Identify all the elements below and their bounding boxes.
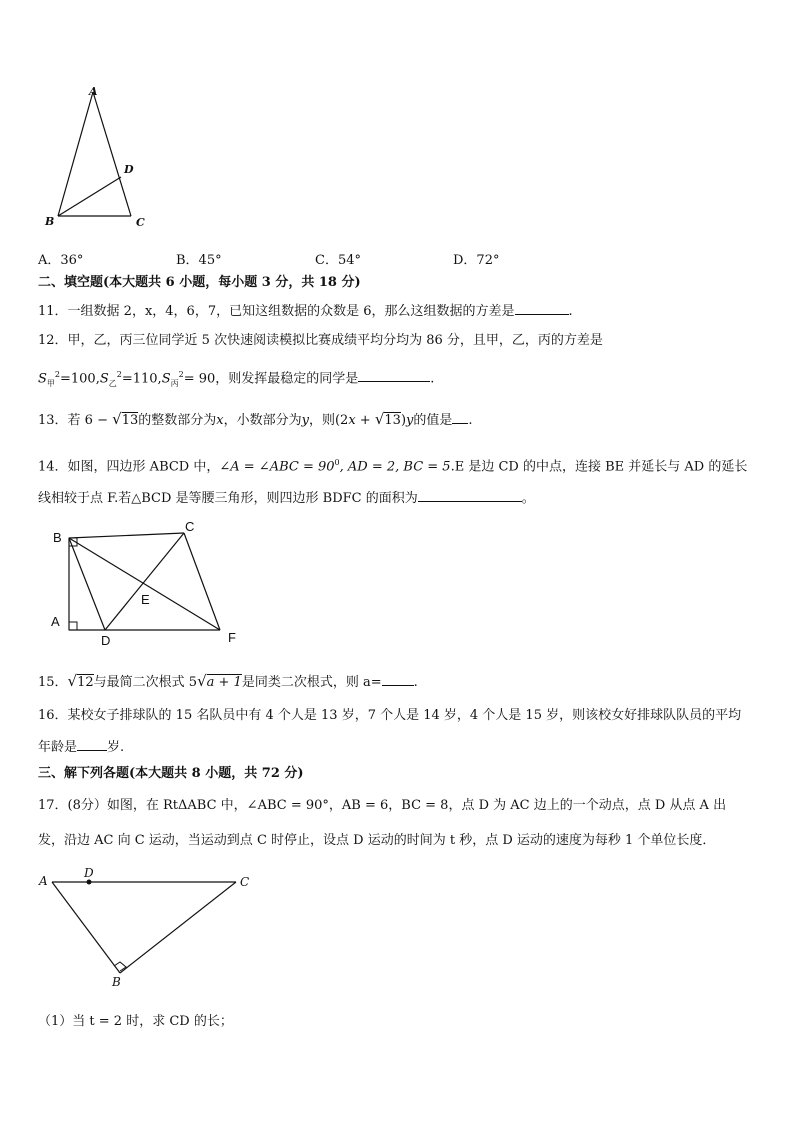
vertex-a-label: A xyxy=(51,614,60,629)
edge-ab xyxy=(52,882,120,973)
q15-radicand: 12 xyxy=(77,675,94,690)
segment-bf xyxy=(69,538,220,630)
q14-degree-sup: 0 xyxy=(334,458,340,467)
subscript-bing: 丙 xyxy=(170,378,179,388)
sqrt-sign-icon: √ xyxy=(67,672,78,690)
section-3-title: 三、解下列各题(本大题共 8 小题，共 72 分) xyxy=(38,766,304,781)
q13-mid: 的整数部分为 xyxy=(138,413,217,428)
vertex-d-label: D xyxy=(101,633,111,648)
q11-end: . xyxy=(568,304,573,319)
point-f-label: F xyxy=(228,630,236,645)
point-d-dot xyxy=(87,880,92,885)
q13-expr-open: (2 xyxy=(334,413,349,428)
q14-end: 。 xyxy=(521,491,535,506)
q13-expr-close: ) xyxy=(400,413,407,428)
question-13 xyxy=(38,410,473,430)
q13-expr-y: y xyxy=(406,413,414,428)
variance-symbol-bing: S xyxy=(161,371,171,387)
q15-mid: 与最简二次根式 5 xyxy=(93,675,198,690)
superscript-2: 2 xyxy=(116,370,122,379)
q15-prefix: 15． xyxy=(38,675,68,690)
figure-triangle-abc xyxy=(40,85,160,235)
vertex-c-label: C xyxy=(240,875,250,889)
q14-line1-rest: .E 是边 CD 的中点，连接 BE 并延长与 AD 的延长 xyxy=(450,459,748,475)
vertex-a-label: A xyxy=(39,874,48,888)
question-12-line2 xyxy=(38,366,434,393)
edge-bc xyxy=(69,533,184,538)
q14-condition-2: , AD = 2, BC = 5 xyxy=(339,459,451,475)
variance-jia-value: =100, xyxy=(60,371,100,387)
vertex-a-label: A xyxy=(89,85,98,98)
variable-x: x xyxy=(216,413,224,428)
figure-right-triangle-abc xyxy=(36,866,256,996)
point-d-label: D xyxy=(84,866,94,880)
q12-end: . xyxy=(430,371,435,387)
variance-bing-value: = 90 xyxy=(183,371,216,387)
question-15 xyxy=(38,672,418,692)
variance-symbol-yi: S xyxy=(99,371,109,387)
subscript-yi: 乙 xyxy=(108,378,117,388)
right-angle-a-icon xyxy=(69,622,77,630)
triangle-abc-svg xyxy=(40,85,160,235)
edge-cd xyxy=(105,533,184,630)
variance-yi-value: =110, xyxy=(121,371,162,387)
q16-line2-end: 岁. xyxy=(107,740,125,755)
edge-ac xyxy=(93,92,131,216)
q13-end-dot: . xyxy=(468,413,473,428)
edge-cf xyxy=(184,533,220,630)
question-17-sub1: （1）当 t = 2 时，求 CD 的长； xyxy=(38,1014,233,1029)
figure-quadrilateral-bdfc xyxy=(46,516,246,651)
edge-bc xyxy=(120,882,236,973)
sqrt-sign-icon: √ xyxy=(197,672,207,690)
question-16-line2 xyxy=(38,738,124,757)
section-2-title: 二、填空题(本大题共 6 小题，每小题 3 分，共 18 分) xyxy=(38,275,361,290)
option-c[interactable]: C．54° xyxy=(315,253,361,268)
q13-end: 的值是 xyxy=(413,413,453,428)
vertex-b-label: B xyxy=(45,215,55,228)
q15-end: . xyxy=(413,675,418,690)
vertex-b-label: B xyxy=(112,975,121,989)
q15-rest: 是同类二次根式，则 a= xyxy=(241,675,382,690)
answer-blank-13[interactable] xyxy=(452,411,468,424)
vertex-b-label: B xyxy=(53,530,62,545)
answer-blank-15[interactable] xyxy=(382,673,414,686)
point-e-label: E xyxy=(141,592,150,607)
sqrt-sign-icon: √ xyxy=(374,410,385,428)
q14-line2-text: 线相较于点 F.若△BCD 是等腰三角形，则四边形 BDFC 的面积为 xyxy=(38,491,418,506)
q13-expr-radicand: 13 xyxy=(384,413,401,428)
variable-y: y xyxy=(301,413,309,428)
vertex-c-label: C xyxy=(185,519,195,534)
q13-radicand: 13 xyxy=(121,413,139,428)
superscript-2: 2 xyxy=(178,370,184,379)
answer-blank-12[interactable] xyxy=(358,369,430,382)
question-11 xyxy=(38,302,573,321)
question-16-line1: 16．某校女子排球队的 15 名队员中有 4 个人是 13 岁，7 个人是 14 岁，4 个人是 15 岁，则该校女好排球队队员的平均 xyxy=(38,708,742,723)
subscript-jia: 甲 xyxy=(46,378,55,388)
question-14-line1 xyxy=(38,454,747,476)
question-12-ask: ，则发挥最稳定的同学是 xyxy=(215,371,359,387)
question-17-line1: 17．(8分）如图，在 RtΔABC 中，∠ABC = 90°，AB = 6，BC = 8，点 D 为 AC 边上的一个动点，点 D 从点 A 出 xyxy=(38,798,727,813)
edge-bd xyxy=(69,538,105,630)
question-11-text: 11．一组数据 2，x，4，6，7，已知这组数据的众数是 6，那么这组数据的方差是 xyxy=(38,304,515,319)
vertex-c-label: C xyxy=(136,216,145,229)
vertex-d-label: D xyxy=(124,163,134,176)
right-triangle-svg xyxy=(36,866,256,996)
option-a[interactable]: A．36° xyxy=(38,253,84,268)
q13-expr-plus: + xyxy=(355,413,375,428)
variance-symbol-jia: S xyxy=(38,371,47,387)
q13-mid3: ，则 xyxy=(308,413,335,428)
sqrt-sign-icon: √ xyxy=(112,410,122,428)
q13-mid2: ，小数部分为 xyxy=(223,413,302,428)
q13-prefix: 13．若 6 − xyxy=(38,413,108,428)
superscript-2: 2 xyxy=(54,370,60,379)
q13-expr-x: x xyxy=(348,413,356,428)
question-12-line1: 12．甲，乙，丙三位同学近 5 次快速阅读模拟比赛成绩平均分均为 86 分，且甲，乙，丙的方差是 xyxy=(38,333,603,348)
option-d[interactable]: D．72° xyxy=(453,253,500,268)
answer-blank-16[interactable] xyxy=(77,738,107,751)
q15-radicand-2: a + 1 xyxy=(206,675,242,690)
q14-condition: ∠A = ∠ABC = 90 xyxy=(219,459,335,475)
option-b[interactable]: B．45° xyxy=(176,253,222,268)
answer-blank-11[interactable] xyxy=(515,302,569,315)
question-17-line2: 发，沿边 AC 向 C 运动，当运动到点 C 时停止，设点 D 运动的时间为 t 秒，点 D 运动的速度为每秒 1 个单位长度． xyxy=(38,833,716,848)
quadrilateral-svg xyxy=(46,516,246,651)
answer-blank-14[interactable] xyxy=(418,489,522,502)
q14-intro: 14．如图，四边形 ABCD 中， xyxy=(38,459,220,475)
q16-line2-start: 年龄是 xyxy=(38,740,78,755)
question-14-line2 xyxy=(38,489,535,508)
